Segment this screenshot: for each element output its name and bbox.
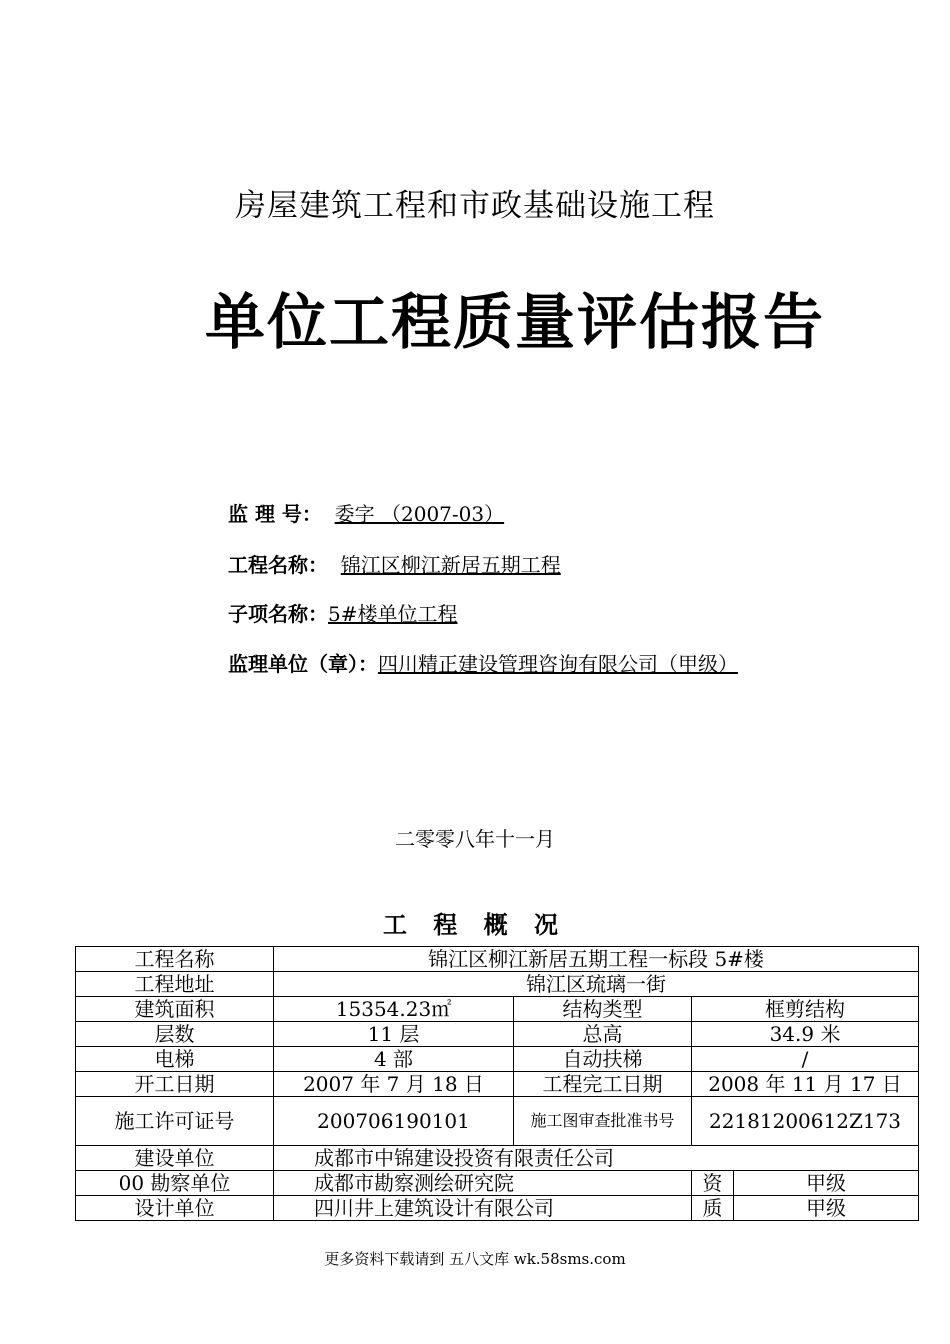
design-unit-value: 四川井上建筑设计有限公司 [274,1196,692,1221]
table-row [76,947,919,972]
name-value: 锦江区柳江新居五期工程一标段 5#楼 [274,947,919,972]
elevator-label: 电梯 [76,1047,274,1072]
permit-value: 200706190101 [274,1097,514,1146]
survey-unit-value: 成都市勘察测绘研究院 [274,1171,692,1196]
builder-value: 成都市中锦建设投资有限责任公司 [274,1146,919,1171]
survey-grade: 甲级 [734,1171,919,1196]
document-subtitle: 房屋建筑工程和市政基础设施工程 [235,188,715,224]
floors-value: 11 层 [274,1022,514,1047]
qualification-char-2: 质 [692,1196,734,1221]
drawing-approval-label: 施工图审查批准书号 [514,1097,692,1146]
address-value: 锦江区琉璃一街 [274,972,919,997]
qualification-char-1: 资 [692,1171,734,1196]
table-row [76,1022,919,1047]
project-name-label: 工程名称： [228,553,328,577]
project-name-line [228,549,561,578]
escalator-value: / [692,1047,919,1072]
overview-table [75,946,919,1221]
height-value: 34.9 米 [692,1022,919,1047]
floors-label: 层数 [76,1022,274,1047]
footer-note: 更多资料下载请到 五八文库 wk.58sms.com [324,1250,626,1268]
escalator-label: 自动扶梯 [514,1047,692,1072]
height-label: 总高 [514,1022,692,1047]
address-label: 工程地址 [76,972,274,997]
design-unit-label: 设计单位 [76,1196,274,1221]
finish-date-value: 2008 年 11 月 17 日 [692,1072,919,1097]
builder-label: 建设单位 [76,1146,274,1171]
subitem-label: 子项名称： [228,602,328,626]
area-label: 建筑面积 [76,997,274,1022]
subitem-value: 5#楼单位工程 [328,602,458,626]
supervision-no-line [228,498,504,527]
start-date-value: 2007 年 7 月 18 日 [274,1072,514,1097]
table-row [76,1196,919,1221]
table-row [76,1047,919,1072]
table-row [76,997,919,1022]
supervisor-value: 四川精正建设管理咨询有限公司（甲级） [378,652,738,676]
supervision-no-label: 监 理 号： [228,502,322,526]
table-row [76,972,919,997]
name-label: 工程名称 [76,947,274,972]
structure-value: 框剪结构 [692,997,919,1022]
report-date: 二零零八年十一月 [395,827,555,851]
table-row [76,1171,919,1196]
elevator-value: 4 部 [274,1047,514,1072]
structure-label: 结构类型 [514,997,692,1022]
table-row [76,1072,919,1097]
finish-date-label: 工程完工日期 [514,1072,692,1097]
document-title: 单位工程质量评估报告 [205,288,825,358]
drawing-approval-value: 22181200612Z173 [692,1097,919,1146]
supervisor-line [228,648,738,677]
project-name-value: 锦江区柳江新居五期工程 [340,553,561,577]
subitem-line [228,598,457,627]
permit-label: 施工许可证号 [76,1097,274,1146]
design-grade: 甲级 [734,1196,919,1221]
start-date-label: 开工日期 [76,1072,274,1097]
supervision-no-value: 委字 （2007-03） [334,502,505,526]
supervisor-label: 监理单位（章）： [228,652,378,676]
table-row [76,1097,919,1146]
survey-unit-label: 00 勘察单位 [76,1171,274,1196]
table-row [76,1146,919,1171]
overview-heading: 工 程 概 况 [382,911,568,939]
area-value: 15354.23㎡ [274,997,514,1022]
